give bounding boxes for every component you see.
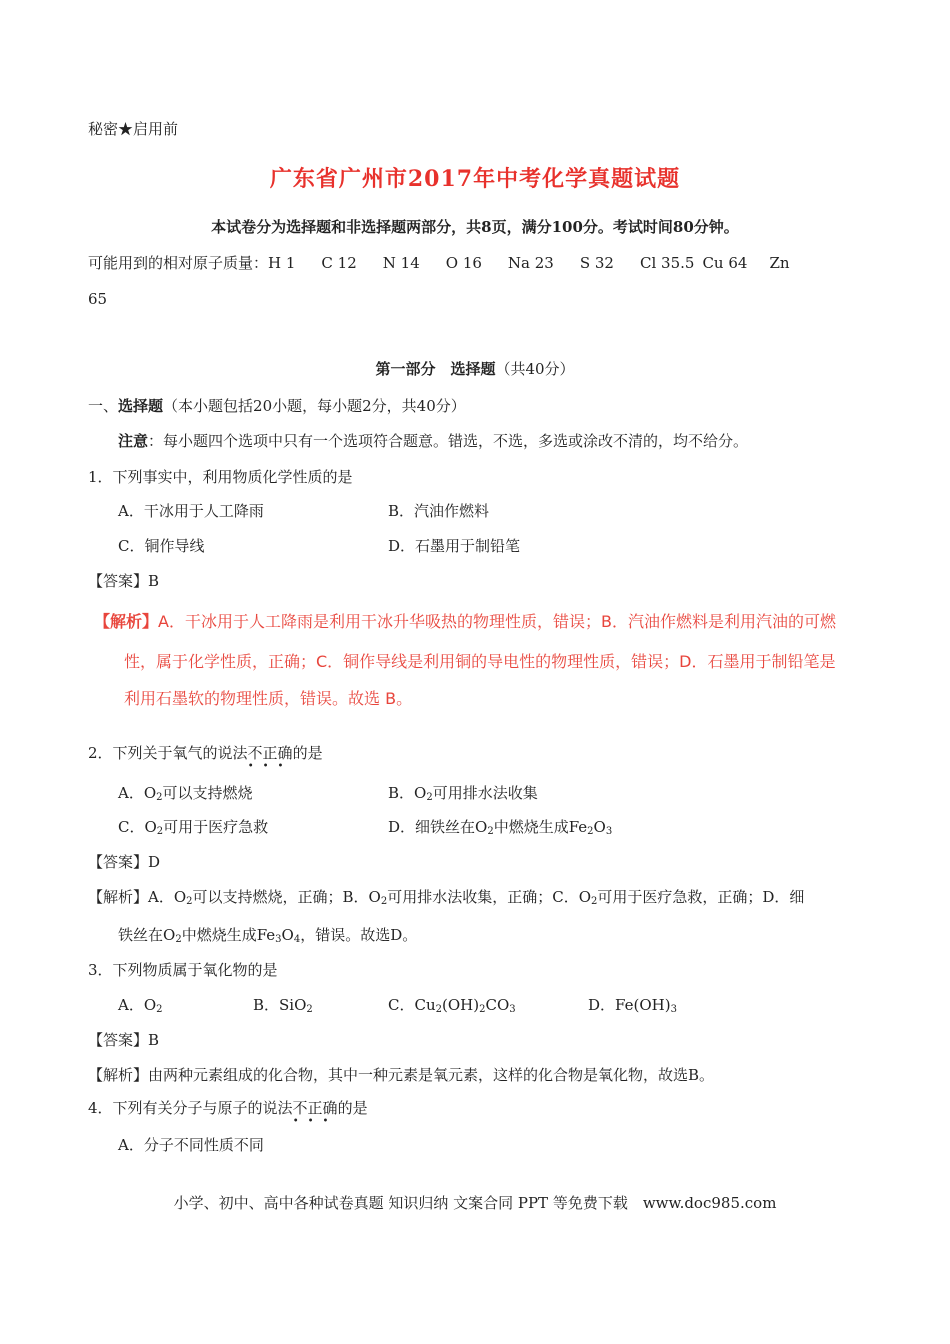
emphasis-dots: ••• xyxy=(292,1116,338,1127)
q1-option-a: A．干冰用于人工降雨 xyxy=(118,502,264,520)
q2-option-b: B．$O_2$可用排水法收集 xyxy=(388,784,538,803)
mass-item: Zn xyxy=(769,254,790,272)
mass-item: O 16 xyxy=(445,254,482,272)
q4-stem-end: 的是 xyxy=(337,1099,368,1117)
q2-analysis-tag: 【解析】 xyxy=(88,888,149,906)
q1-analysis-line-3: 利用石墨软的物理性质，错误。故选 B。 xyxy=(124,689,413,708)
section-detail: （本小题包括20小题，每小题2分，共40分） xyxy=(163,397,466,415)
atomic-mass-line xyxy=(88,252,790,273)
mass-item: H 1 xyxy=(268,254,296,272)
q3-option-d: D．$Fe(OH)_3$ xyxy=(588,996,677,1015)
exam-description: 本试卷分为选择题和非选择题两部分，共8页，满分100分。考试时间80分钟。 xyxy=(211,218,739,236)
q2-stem xyxy=(88,742,323,772)
q3-option-c: C．$Cu_2(OH)_2CO_3$ xyxy=(388,996,516,1015)
atomic-mass-label: 可能用到的相对原子质量： xyxy=(88,254,269,272)
mass-item: Cl 35.5 xyxy=(639,254,695,272)
q3-analysis xyxy=(88,1064,714,1085)
secret-label: 秘密★启用前 xyxy=(88,120,179,138)
section-prefix: 一、 xyxy=(88,397,119,415)
q2-analysis-line-2: 铁丝在$O_2$中燃烧生成$Fe_3O_4$，错误。故选D。 xyxy=(118,926,418,945)
q2-option-a: A．$O_2$可以支持燃烧 xyxy=(118,784,253,803)
mass-item-wrap: 65 xyxy=(88,290,108,308)
notice xyxy=(118,430,748,451)
page-footer: 小学、初中、高中各种试卷真题 知识归纳 文案合同 PPT 等免费下载 www.doc985.com xyxy=(173,1194,777,1212)
mass-item: N 14 xyxy=(382,254,420,272)
q3-answer: 【答案】B xyxy=(88,1031,160,1049)
q2-stem-end: 的是 xyxy=(292,744,323,762)
q1-option-c: C．铜作导线 xyxy=(118,537,205,555)
exam-title: 广东省广州市2017年中考化学真题试题 xyxy=(269,166,681,192)
q1-answer: 【答案】B xyxy=(88,572,160,590)
q2-option-d: D．细铁丝在$O_2$中燃烧生成$Fe_2O_3$ xyxy=(388,818,613,837)
q1-analysis-line-2: 性，属于化学性质，正确；C．铜作导线是利用铜的导电性的物理性质，错误；D．石墨用于制铅笔是 xyxy=(124,652,836,671)
q4-stem-text: 4．下列有关分子与原子的说法 xyxy=(88,1099,293,1117)
mass-item: S 32 xyxy=(579,254,614,272)
q3-option-a: A．$O_2$ xyxy=(118,996,163,1015)
q2-emphasis-text: 不正确 xyxy=(247,744,293,762)
mass-item: C 12 xyxy=(321,254,357,272)
mass-item: Na 23 xyxy=(507,254,554,272)
mass-item: Cu 64 xyxy=(702,254,748,272)
q2-option-c: C．$O_2$可用于医疗急救 xyxy=(118,818,269,837)
q1-option-d: D．石墨用于制铅笔 xyxy=(388,537,521,555)
q4-emphasis-text: 不正确 xyxy=(292,1099,338,1117)
q3-option-b: B．SiO$_2$ xyxy=(253,996,313,1015)
q1-analysis-text-1: A．干冰用于人工降雨是利用干冰升华吸热的物理性质，错误；B．汽油作燃料是利用汽油的可燃 xyxy=(158,612,836,631)
q2-answer: 【答案】D xyxy=(88,853,161,871)
section-label: 选择题 xyxy=(118,397,164,415)
notice-text: ：每小题四个选项中只有一个选项符合题意。错选，不选，多选或涂改不清的，均不给分。 xyxy=(148,432,749,450)
emphasis-dots: ••• xyxy=(247,761,293,772)
part-score: （共40分） xyxy=(495,360,575,378)
q1-stem: 1．下列事实中，利用物质化学性质的是 xyxy=(88,468,353,486)
q1-option-b: B．汽油作燃料 xyxy=(388,502,490,520)
q3-analysis-text: 由两种元素组成的化合物，其中一种元素是氧元素，这样的化合物是氧化物，故选B。 xyxy=(148,1066,715,1084)
notice-label: 注意 xyxy=(118,432,149,450)
q3-analysis-tag: 【解析】 xyxy=(88,1066,149,1084)
part-heading xyxy=(0,358,950,379)
q1-analysis-line-1 xyxy=(94,609,836,632)
q4-stem xyxy=(88,1097,368,1127)
q4-emphasis xyxy=(292,1099,338,1127)
q2-stem-text: 2．下列关于氧气的说法 xyxy=(88,744,248,762)
q1-analysis-tag: 【解析】 xyxy=(94,612,159,631)
part-label: 第一部分 选择题 xyxy=(375,360,496,378)
q3-stem: 3．下列物质属于氧化物的是 xyxy=(88,961,278,979)
q2-emphasis xyxy=(247,744,293,772)
section-heading xyxy=(88,395,466,416)
q2-analysis-line-1: 【解析】A．$O_2$可以支持燃烧，正确；B．$O_2$可用排水法收集，正确；C．$O_2$可用于医疗急救，正确；D．细 xyxy=(88,888,805,907)
q4-option-a: A．分子不同性质不同 xyxy=(118,1136,264,1154)
